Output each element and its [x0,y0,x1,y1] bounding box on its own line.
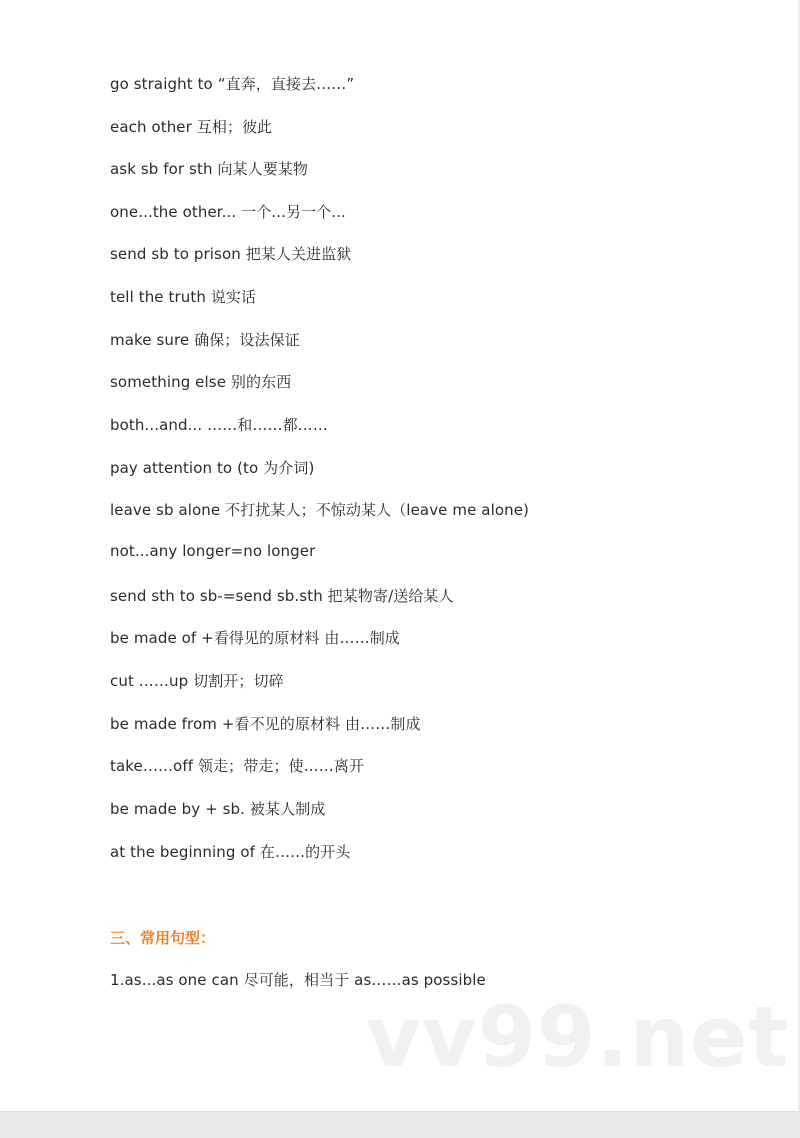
phrase-line: cut ……up 切割开；切碎 [110,672,284,690]
phrase-line: ask sb for sth 向某人要某物 [110,160,309,178]
phrase-line: take……off 领走；带走；使……离开 [110,757,365,775]
phrase-line: not...any longer=no longer [110,542,316,560]
phrase-line: one...the other... 一个...另一个... [110,203,346,221]
phrase-line: pay attention to (to 为介词) [110,459,315,477]
phrase-line: both...and... ……和……都…… [110,416,328,434]
section-heading: 三、常用句型： [110,929,216,947]
sentence-pattern-line: 1.as...as one can 尽可能，相当于 as……as possible [110,971,486,989]
phrase-line: be made by + sb. 被某人制成 [110,800,326,818]
phrase-line: send sb to prison 把某人关进监狱 [110,245,352,263]
phrase-line: go straight to “直奔，直接去……” [110,75,355,93]
phrase-line: at the beginning of 在……的开头 [110,843,351,861]
phrase-line: leave sb alone 不打扰某人；不惊动某人（leave me alone) [110,501,530,519]
phrase-line: send sth to sb-=send sb.sth 把某物寄/送给某人 [110,587,454,605]
phrase-line: make sure 确保；设法保证 [110,331,300,349]
phrase-line: tell the truth 说实话 [110,288,257,306]
phrase-line: be made from +看不见的原材料 由……制成 [110,715,421,733]
phrase-line: each other 互相；彼此 [110,118,273,136]
phrase-line: something else 别的东西 [110,373,292,391]
watermark: vv99.net [366,988,790,1086]
phrase-line: be made of +看得见的原材料 由……制成 [110,629,400,647]
viewer-bottom-bar [0,1111,800,1138]
